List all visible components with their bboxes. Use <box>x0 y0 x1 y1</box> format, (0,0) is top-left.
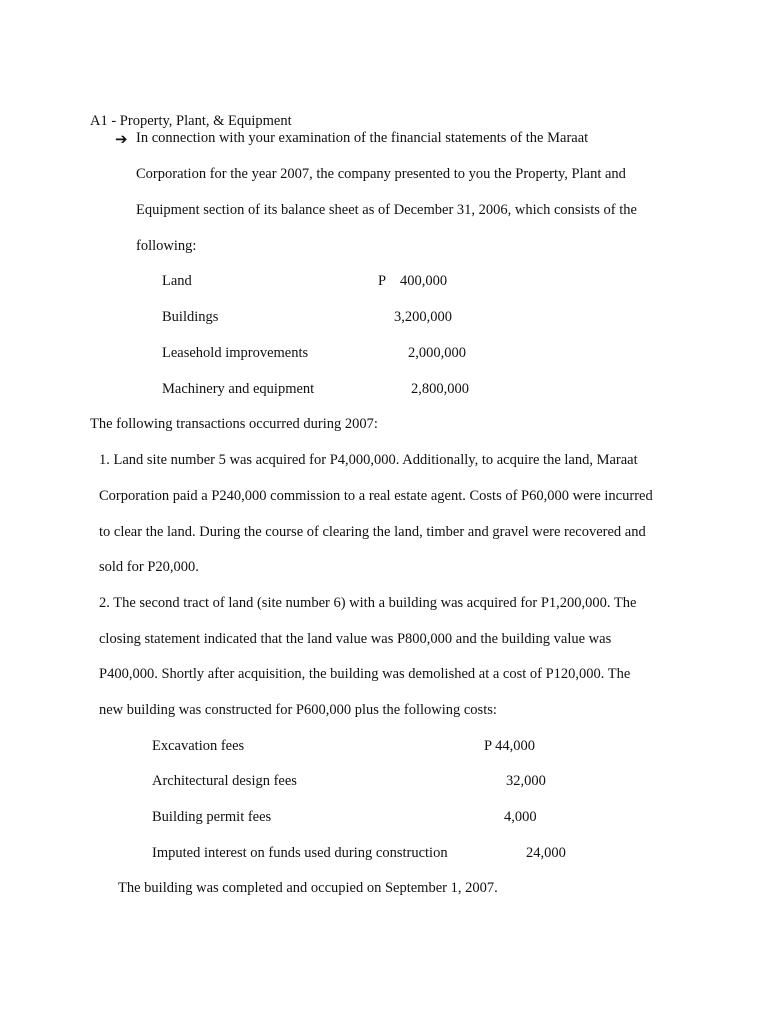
currency-symbol: P <box>378 273 387 289</box>
cost-item-amount: 24,000 <box>526 845 566 861</box>
intro-line: In connection with your examination of the financial statements of the Maraat <box>136 130 589 146</box>
intro-line: Equipment section of its balance sheet as of December 31, 2006, which consists of the <box>136 202 637 218</box>
balance-item-amount: 3,200,000 <box>394 309 452 325</box>
balance-item-label: Machinery and equipment <box>162 381 315 397</box>
right-arrow-icon: ➔ <box>115 130 128 148</box>
balance-item-label: Leasehold improvements <box>162 345 309 361</box>
balance-item-amount: 2,800,000 <box>411 381 469 397</box>
cost-item-amount: 4,000 <box>504 809 537 825</box>
item2-line: P400,000. Shortly after acquisition, the building was demolished at a cost of P120,000. The <box>99 666 631 682</box>
balance-item-amount: 2,000,000 <box>408 345 466 361</box>
cost-item-label: Building permit fees <box>152 809 272 825</box>
balance-item-label: Land <box>162 273 192 289</box>
item1-line: 1. Land site number 5 was acquired for P4,000,000. Additionally, to acquire the land, Maraat <box>99 452 638 468</box>
balance-item-label: Buildings <box>162 309 219 325</box>
completion-note: The building was completed and occupied on September 1, 2007. <box>118 880 498 896</box>
document-heading: A1 - Property, Plant, & Equipment <box>90 113 292 129</box>
item1-line: Corporation paid a P240,000 commission to a real estate agent. Costs of P60,000 were incurred <box>99 488 653 504</box>
intro-line: Corporation for the year 2007, the company presented to you the Property, Plant and <box>136 166 626 182</box>
item2-line: 2. The second tract of land (site number 6) with a building was acquired for P1,200,000. The <box>99 595 637 611</box>
item1-line: to clear the land. During the course of clearing the land, timber and gravel were recovered and <box>99 524 646 540</box>
item1-line: sold for P20,000. <box>99 559 199 575</box>
cost-item-label: Architectural design fees <box>152 773 297 789</box>
cost-item-amount: P 44,000 <box>484 738 536 754</box>
intro-line: following: <box>136 238 197 254</box>
cost-item-label: Excavation fees <box>152 738 245 754</box>
item2-line: new building was constructed for P600,000 plus the following costs: <box>99 702 497 718</box>
cost-item-label: Imputed interest on funds used during construction <box>152 845 448 861</box>
balance-item-amount: 400,000 <box>400 273 448 289</box>
transactions-intro: The following transactions occurred during 2007: <box>90 416 378 432</box>
cost-item-amount: 32,000 <box>506 773 546 789</box>
item2-line: closing statement indicated that the land value was P800,000 and the building value was <box>99 631 612 647</box>
